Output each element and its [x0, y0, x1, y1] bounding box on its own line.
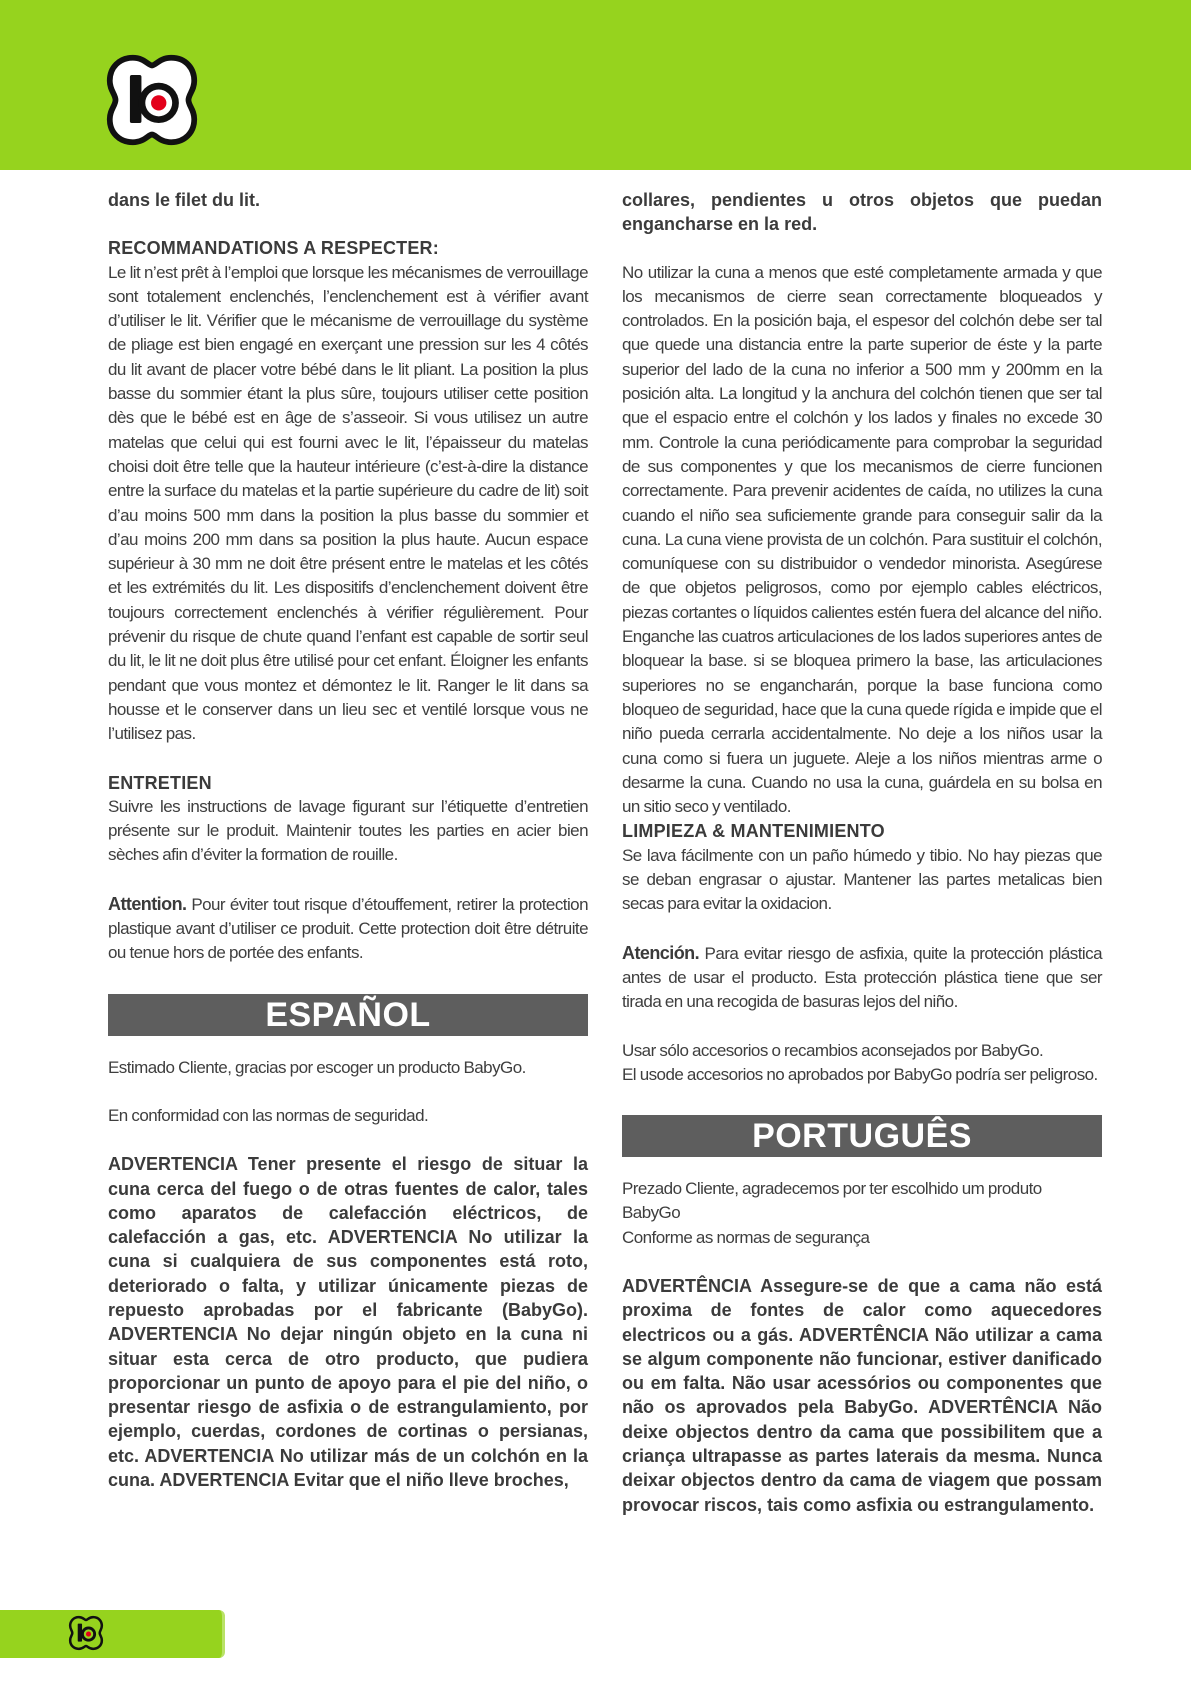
fr-attention-label: Attention.	[108, 893, 187, 914]
portugues-section-title: PORTUGUÊS	[622, 1115, 1102, 1157]
fr-recommandations-body: Le lit n’est prêt à l’emploi que lorsque les mécanismes de verrouillage sont totalement enclenchés, l’enclenchement est à vérifier avant d’utiliser le lit. Vérifier que le mécanisme de verrouillage du système de pliage est bien engagé en exerçant une pression sur les 4 côtés du lit avant de placer votre bébé dans le lit pliant. La position la plus basse du sommier étant la plus sûre, toujours utiliser cette position dès que le bébé est en âge de s’asseoir. Si vous utilisez un autre matelas que celui qui est fourni avec le lit, l’épaisseur du matelas choisi doit être telle que la hauteur intérieure (c’est-à-dire la distance entre la surface du matelas et la partie supérieure du cadre de lit) soit d’au moins 500 mm dans la position la plus basse du sommier et d’au moins 200 mm dans sa position la plus haute. Aucun espace supérieur à 30 mm ne doit être présent entre le matelas et les côtés et les extrémités du lit. Les dispositifs d’enclenchement doivent être toujours correctement enclenchés à vérifier régulièrement. Pour prévenir du risque de chute quand l’enfant est capable de sortir seul du lit, le lit ne doit plus être utilisé pour cet enfant. Éloigner les enfants pendant que vous montez et démontez le lit. Ranger le lit dans sa housse et le conserver dans un lieu sec et ventilé lorsque vous ne l’utilisez pas.	[108, 262, 588, 744]
es-warnings: ADVERTENCIA Tener presente el riesgo de situar la cuna cerca del fuego o de otras fuentes de calor, tales como aparatos de calefacción eléctricos, de calefacción a gas, etc. ADVERTENCIA No utilizar la cuna si cualquiera de sus componentes está roto, deteriorado o falta, y utilizar únicamente piezas de repuesto aprobadas por el fabricante (BabyGo). ADVERTENCIA No dejar ningún objeto en la cuna ni situar esta cerca de otro producto, que pudiera proporcionar un punto de apoyo para el pie del niño, o presentar riesgo de asfixia o de estrangulamiento, por ejemplo, cuerdas, cordones de cortinas o persianas, etc. ADVERTENCIA No utilizar más de un colchón en la cuna. ADVERTENCIA Evitar que el niño lleve broches,	[108, 1154, 588, 1491]
fr-intro-continued: dans le filet du lit.	[108, 190, 261, 210]
fr-recommandations-heading: RECOMMANDATIONS A RESPECTER:	[108, 238, 439, 259]
pt-greeting-line-1: Prezado Cliente, agradecemos por ter escolhido um produto	[622, 1179, 1042, 1199]
es-atencion-paragraph	[622, 941, 1102, 1015]
es-body: No utilizar la cuna a menos que esté completamente armada y que los mecanismos de cierre sean correctamente bloqueados y controlados. En la posición baja, el espesor del colchón debe ser tal que quede una distancia entre la parte superior de éste y la parte superior del lado de la cuna no inferior a 500 mm y 200mm en la posición alta. La longitud y la anchura del colchón tienen que ser tal que el espacio entre el colchón y los lados y finales no excede 30 mm. Controle la cuna periódicamente para comprobar la seguridad de sus componentes y que los mecanismos de cierre funcionen correctamente. Para prevenir acidentes de caída, no utilizes la cuna cuando el niño sea suficiemente grande para conseguir salir da la cuna. La cuna viene provista de un colchón. Para sustituir el colchón, comuníquese con su distribuidor o vendedor minorista. Asegúrese de que objetos peligrosos, como por ejemplo cables eléctricos, piezas cortantes o líquidos calientes estén fuera del alcance del niño. Enganche las cuatros articulaciones de los lados superiores antes de bloquear la base. si se bloquea primero la base, las articulaciones superiores no se engancharán, porque la base funciona como bloqueo de seguridad, hace que la cuna quede rígida e impide que el niño pueda cerrarla accidentalmente. No deje a los niños usar la cuna como si fuera un juguete. Aleje a los niños mientras arme o desarme la cuna. Cuando no usa la cuna, guárdela en su bolsa en un sitio seco y ventilado.	[622, 262, 1102, 817]
footer-logo-icon	[68, 1615, 104, 1651]
es-atencion-body: Para evitar riesgo de asfixia, quite la protección plástica antes de usar el producto. Esta protección plástica tiene que ser tirada en una recogida de basuras lejos del niño.	[622, 943, 1102, 1012]
fr-attention-paragraph	[108, 892, 588, 966]
right-column	[622, 188, 1102, 1517]
pt-conformity: Conforme as normas de segurança	[622, 1227, 870, 1247]
es-accesorios-line-1: Usar sólo accesorios o recambios aconsejados por BabyGo.	[622, 1040, 1044, 1060]
espanol-section-title: ESPAÑOL	[108, 994, 588, 1036]
fr-entretien-heading: ENTRETIEN	[108, 772, 212, 793]
pt-greeting-line-2: BabyGo	[622, 1203, 681, 1223]
fr-entretien-body: Suivre les instructions de lavage figurant sur l’étiquette d’entretien présente sur le produit. Maintenir toutes les parties en acier bien sèches afin d’éviter la formation de rouille.	[108, 796, 588, 865]
left-column	[108, 188, 588, 1492]
es-conformity: En conformidad con las normas de seguridad.	[108, 1105, 429, 1125]
fr-attention-body: Pour éviter tout risque d’étouffement, retirer la protection plastique avant d’utiliser ce produit. Cette protection doit être détruite ou tenue hors de portée des enfants.	[108, 894, 588, 963]
es-accesorios-line-2: El usode accesorios no aprobados por BabyGo podría ser peligroso.	[622, 1064, 1098, 1084]
pt-warnings: ADVERTÊNCIA Assegure-se de que a cama não está proxima de fontes de calor como aquecedores electricos ou a gás. ADVERTÊNCIA Não utilizar a cama se algum componente não funcionar, estiver danificado ou em falta. Não usar acessórios ou componentes que não os aprovados pela BabyGo. ADVERTÊNCIA Não deixe objectos dentro da cama que possibilitem que a criança ultrapasse as partes laterais da mesma. Nunca deixar objectos dentro da cama de viagem que possam provocar riscos, tais como asfixia ou estrangulamento.	[622, 1275, 1102, 1515]
es-greeting: Estimado Cliente, gracias por escoger un producto BabyGo.	[108, 1057, 526, 1077]
es-atencion-label: Atención.	[622, 942, 700, 963]
footer-tab	[0, 1610, 225, 1658]
babygo-logo-icon	[104, 52, 200, 148]
es-limpieza-heading: LIMPIEZA & MANTENIMIENTO	[622, 821, 885, 842]
es-warning-continued: collares, pendientes u otros objetos que puedan engancharse en la red.	[622, 190, 1102, 235]
es-limpieza-body: Se lava fácilmente con un paño húmedo y tibio. No hay piezas que se deban engrasar o ajustar. Mantener las partes metalicas bien secas para evitar la oxidacion.	[622, 845, 1102, 914]
